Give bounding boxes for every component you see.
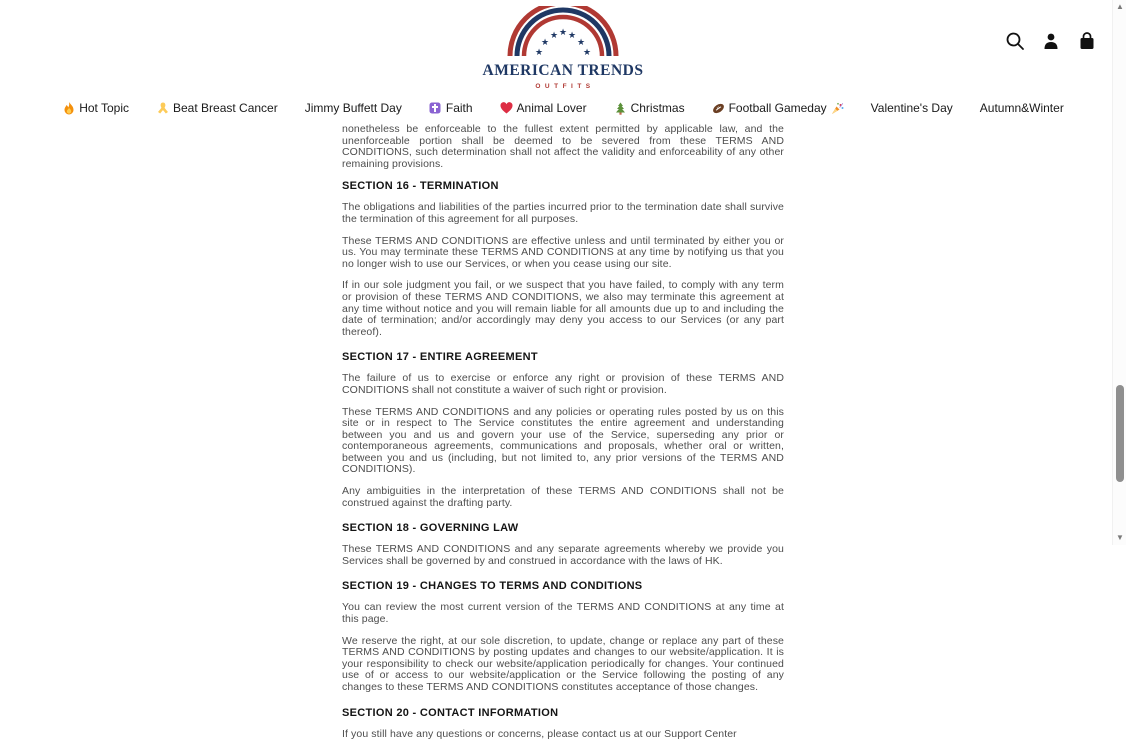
- nav-item-football-gameday[interactable]: [712, 101, 844, 115]
- nav-item-label: Hot Topic: [79, 101, 129, 115]
- section-16-heading: SECTION 16 - TERMINATION: [342, 180, 499, 193]
- paragraph-contact: If you still have any questions or concerns, please contact us at our Support Center: [342, 727, 737, 740]
- nav-item-label: Jimmy Buffett Day: [304, 101, 402, 115]
- brand-subtitle: OUTFITS: [535, 83, 595, 90]
- football-icon: [712, 102, 725, 115]
- nav-item-hot-topic[interactable]: [62, 101, 129, 115]
- scrollbar-thumb[interactable]: [1116, 385, 1124, 482]
- scrollbar-up-arrow[interactable]: ▲: [1116, 2, 1124, 11]
- nav-item-beat-breast-cancer[interactable]: [156, 101, 278, 115]
- brand-name: AMERICAN TRENDS: [482, 62, 644, 79]
- fire-icon: [62, 102, 75, 115]
- nav-item-label: Faith: [445, 101, 473, 115]
- account-icon[interactable]: [1040, 30, 1062, 52]
- ribbon-icon: [156, 102, 169, 115]
- nav-item-label: Beat Breast Cancer: [173, 101, 278, 115]
- party-popper-icon: [831, 102, 844, 115]
- nav-item-valentines-day[interactable]: [871, 101, 953, 115]
- paragraph-severability-continuation: nonetheless be enforceable to the fullest extent permitted by applicable law, and the unenforceable portion shall be deemed to be severed from these TERMS AND CONDITIONS, such determination shall not affect the validity and enforceability of any other remaining provisions.: [342, 123, 784, 170]
- svg-text:★: ★: [534, 48, 544, 56]
- nav-item-label: Christmas: [630, 101, 685, 115]
- section-18-heading: SECTION 18 - GOVERNING LAW: [342, 522, 519, 535]
- paragraph: Any ambiguities in the interpretation of these TERMS AND CONDITIONS shall not be construed against the drafting party.: [342, 485, 784, 509]
- terms-content: [342, 115, 784, 740]
- paragraph: If in our sole judgment you fail, or we suspect that you have failed, to comply with any term or provision of these TERMS AND CONDITIONS, we also may terminate this agreement at any time without notice and you will remain liable for all amounts due up to and including the date of termination; and/or accordingly may deny you access to our Services (or any part thereof).: [342, 279, 784, 338]
- section-20-heading: SECTION 20 - CONTACT INFORMATION: [342, 706, 559, 719]
- header-icons: [1004, 30, 1098, 52]
- nav-item-label: Valentine's Day: [870, 101, 953, 115]
- paragraph: You can review the most current version of the TERMS AND CONDITIONS at any time at this page.: [342, 601, 784, 626]
- svg-text:★: ★: [582, 48, 592, 56]
- svg-text:★: ★: [558, 28, 568, 38]
- nav-item-christmas[interactable]: [614, 101, 685, 115]
- nav-item-label: Autumn&Winter: [979, 101, 1064, 115]
- scrollbar[interactable]: [1112, 0, 1126, 545]
- nav-item-animal-lover[interactable]: [500, 101, 587, 115]
- site-header: [0, 0, 1126, 115]
- brand-logo[interactable]: [478, 6, 648, 90]
- logo-arch: [499, 6, 627, 56]
- paragraph: These TERMS AND CONDITIONS and any policies or operating rules posted by us on this site or in respect to The Service constitutes the entire agreement and understanding between you and us and govern your use of the Service, superseding any prior or contemporaneous agreements, communications and proposals, whether oral or written, between you and us (including, but not limited to, any prior versions of the TERMS AND CONDITIONS).: [342, 405, 784, 476]
- cart-icon[interactable]: [1076, 30, 1098, 52]
- heart-icon: [500, 102, 513, 115]
- svg-text:★: ★: [576, 38, 586, 48]
- section-17-heading: SECTION 17 - ENTIRE AGREEMENT: [342, 351, 538, 364]
- main-nav: [0, 101, 1126, 115]
- nav-item-jimmy-buffett-day[interactable]: [305, 101, 402, 115]
- paragraph: The obligations and liabilities of the parties incurred prior to the termination date shall survive the termination of this agreement for all purposes.: [342, 201, 784, 225]
- paragraph: We reserve the right, at our sole discretion, to update, change or replace any part of these TERMS AND CONDITIONS by posting updates and changes to our website/application. It is your responsibility to check our website/application periodically for changes. Your continued use of or access to our website/application or the Service following the posting of any changes to these TERMS AND CONDITIONS constitutes acceptance of those changes.: [342, 634, 784, 693]
- nav-item-label: Football Gameday: [728, 101, 827, 115]
- search-icon[interactable]: [1004, 30, 1026, 52]
- nav-item-autumn-winter[interactable]: [980, 101, 1064, 115]
- paragraph: These TERMS AND CONDITIONS and any separate agreements whereby we provide you Services shall be governed by and construed in accordance with the laws of HK.: [342, 543, 784, 567]
- svg-text:★: ★: [540, 38, 550, 48]
- christmas-tree-icon: [614, 102, 627, 115]
- scrollbar-down-arrow[interactable]: ▼: [1116, 533, 1124, 542]
- section-19-heading: SECTION 19 - CHANGES TO TERMS AND CONDITIONS: [342, 580, 643, 593]
- svg-text:★: ★: [567, 31, 577, 41]
- nav-item-label: Animal Lover: [516, 101, 587, 115]
- cross-icon: [429, 102, 442, 115]
- paragraph: The failure of us to exercise or enforce any right or provision of these TERMS AND CONDITIONS shall not constitute a waiver of such right or provision.: [342, 372, 784, 396]
- svg-text:★: ★: [549, 31, 559, 41]
- paragraph: These TERMS AND CONDITIONS are effective unless and until terminated by either you or us. You may terminate these TERMS AND CONDITIONS at any time by notifying us that you no longer wish to use our Services, or when you cease using our site.: [342, 234, 784, 270]
- nav-item-faith[interactable]: [429, 101, 473, 115]
